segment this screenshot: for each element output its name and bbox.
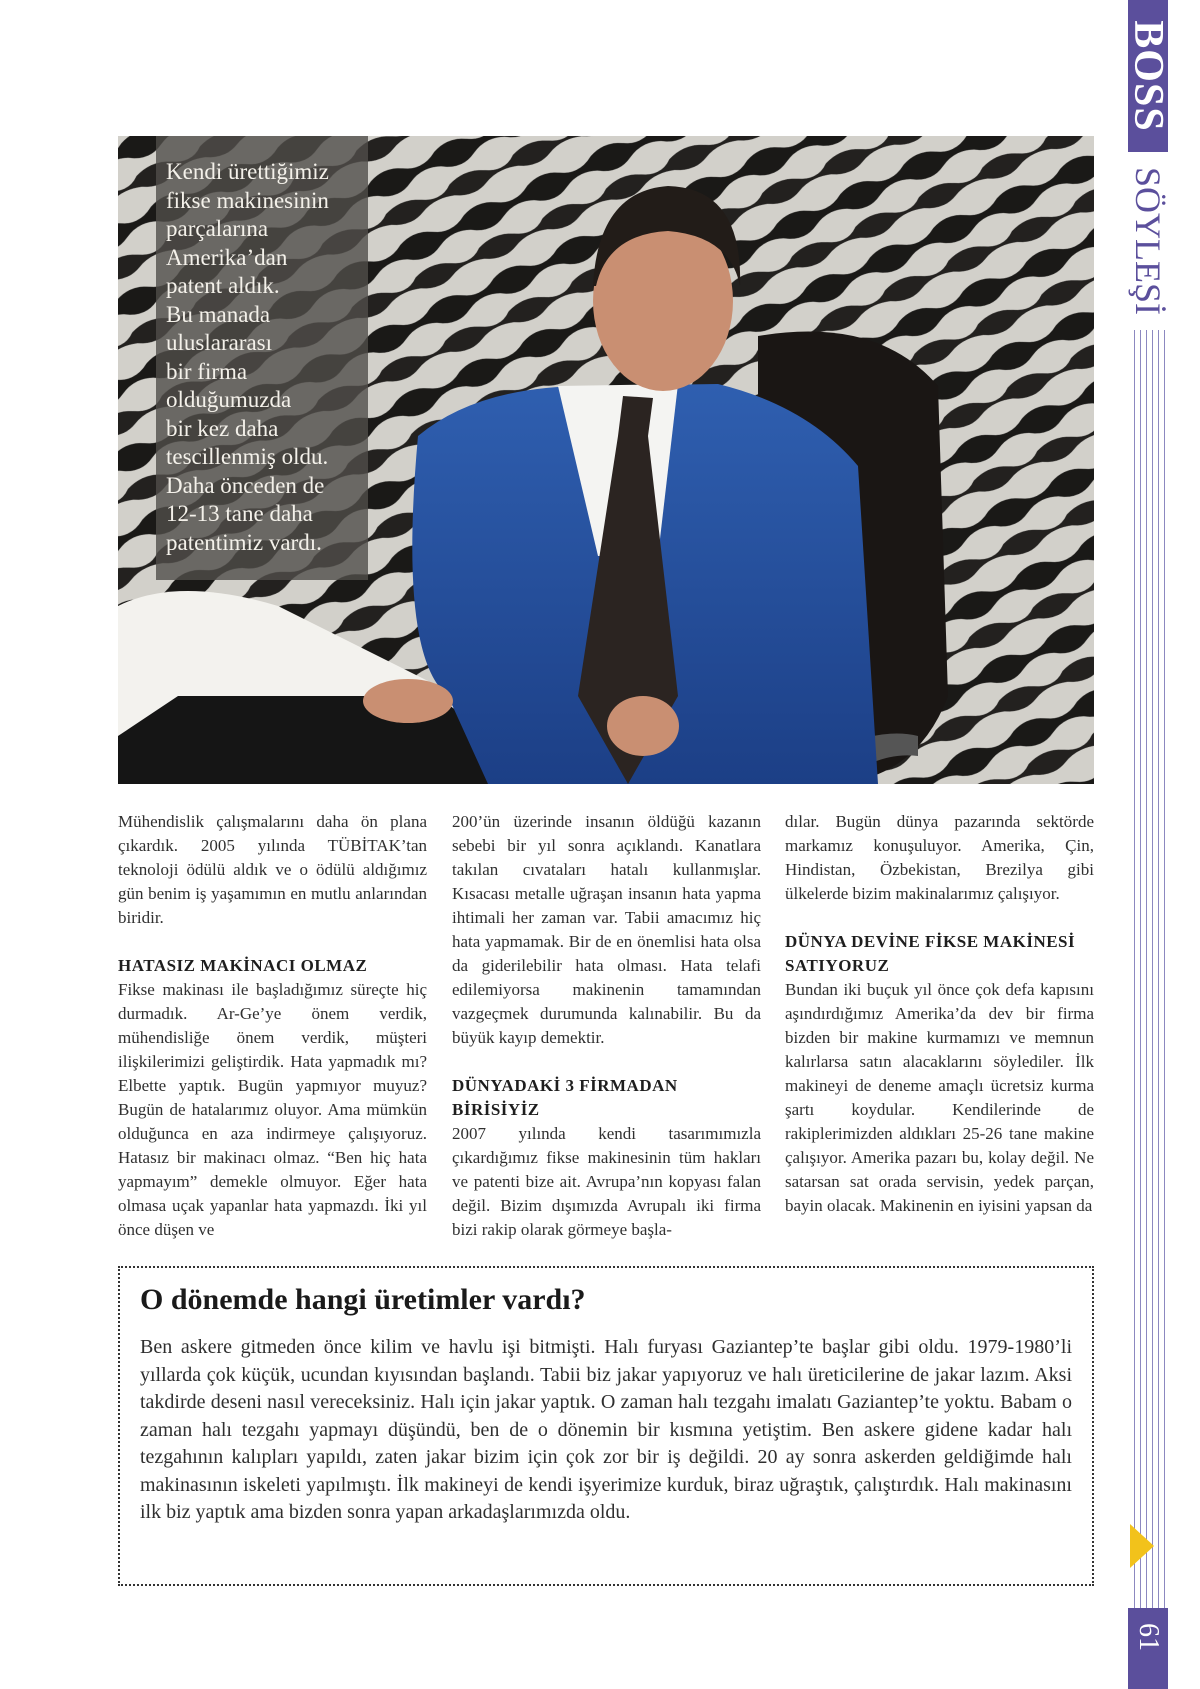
brand-name: BOSS bbox=[1125, 20, 1171, 132]
subheading: DÜNYA DEVİNE FİKSE MAKİNESİ SATIYORUZ bbox=[785, 932, 1076, 975]
subheading: DÜNYADAKİ 3 FİRMADAN BİRİSİYİZ bbox=[452, 1076, 678, 1119]
article-column-2 bbox=[452, 810, 761, 1242]
pull-quote-overlay bbox=[156, 136, 368, 580]
paragraph: Bundan iki buçuk yıl önce çok defa kapısını aşındırdığımız Amerika’da dev bir firma bizden bir makine kurmamızı ve memnun kalırlarsa satın alacaklarını söylediler. İlk makineyi de deneme amaçlı ücretsiz kurma şartı koydular. Kendilerinde de rakiplerimizden aldıkları 25-26 tane makine çalışıyor. Amerika pazarı bu, kolay değil. Ne satarsan sat orada servisin, yedek parçan, bayin olacak. Makinenin en iyisini yapsan da bbox=[785, 980, 1094, 1215]
article-column-1 bbox=[118, 810, 427, 1242]
box-question: O dönemde hangi üretimler vardı? bbox=[140, 1283, 586, 1316]
paragraph: Mühendislik çalışmalarını daha ön plana çıkardık. 2005 yılında TÜBİTAK’tan teknoloji ödülü aldık ve o ödülü aldığımız gün benim iş yaşamımın en mutlu anlarından biridir. bbox=[118, 812, 427, 927]
question-box bbox=[118, 1266, 1094, 1586]
page-number: 61 bbox=[1133, 1623, 1164, 1652]
pull-quote-text: Kendi ürettiğimiz fikse makinesinin parçalarına Amerika’dan patent aldık. Bu manada uluslararası bir firma olduğumuzda bir kez daha tescillenmiş oldu. Daha önceden de 12-13 tane daha patentimiz vardı. bbox=[166, 159, 329, 555]
article-column-3 bbox=[785, 810, 1094, 1218]
yellow-triangle-marker bbox=[1130, 1524, 1154, 1568]
paragraph: 200’ün üzerinde insanın öldüğü kazanın sebebi bir yıl sonra açıklandı. Kanatlara takılan cıvataları hatalı kullanmışlar. Kısacası metalle uğraşan insanın hata yapma ihtimali her zaman var. Tabii amacımız hiç hata yapmamak. Bir de en önemlisi hata olsa da giderilebilir hata olması. Hata telafi edilemiyorsa makinenin tamamından vazgeçmek durumunda kalınabilir. Bu da büyük kayıp demektir. bbox=[452, 812, 761, 1047]
paragraph: dılar. Bugün dünya pazarında sektörde markamız konuşuluyor. Amerika, Çin, Hindistan, Özbekistan, Brezilya gibi ülkelerde bizim makinalarımız çalışıyor. bbox=[785, 812, 1094, 903]
magazine-brand bbox=[1125, 0, 1171, 152]
section-label bbox=[1128, 156, 1168, 326]
interview-photo bbox=[118, 136, 1094, 784]
paragraph: 2007 yılında kendi tasarımımızla çıkardığımız fikse makinesinin tüm hakları ve patenti bize ait. Avrupa’nın kopyası falan değil. Bizim dışımızda Avrupalı iki firma bizi rakip olarak görmeye başla- bbox=[452, 1124, 761, 1239]
box-answer: Ben askere gitmeden önce kilim ve havlu işi bitmişti. Halı furyası Gaziantep’te başlar gibi oldu. 1979-1980’li yıllarda çok küçük, ucundan kıyısından başlandı. Tabii biz jakar yapıyoruz ve halı üreticilerine de jakar lazım. Aksi takdirde deseni nasıl vereceksiniz. Halı için jakar yaptık. O zaman halı tezgahı imalatı Gaziantep’te yoktu. Babam o zaman halı tezgahı yapmayı düşündü, ben de o dönemin bir kısmına yetiştim. Ben askere gidene kadar halı tezgahının kalıpları yapıldı, zaten jakar bizim için çok zor bir iş değildi. 20 ay sonra askerden geldiğimde halı makinasının iskeleti yapılmıştı. İlk makineyi de kendi işyerimize kurduk, biraz uğraştık, çalıştırdık. Halı makinasını ilk biz yaptık ama bizden sonra yapan arkadaşlarımızda oldu. bbox=[140, 1336, 1072, 1523]
rail-rules bbox=[1128, 330, 1168, 1610]
page-number-tab bbox=[1128, 1608, 1168, 1689]
subheading: HATASIZ MAKİNACI OLMAZ bbox=[118, 956, 368, 975]
paragraph: Fikse makinası ile başladığımız süreçte hiç durmadık. Ar-Ge’ye önem verdik, mühendisliğe önem verdik, müşteri ilişkilerimizi geliştirdik. Hata yapmadık mı? Elbette yaptık. Bugün yapmıyor muyuz? Bugün de hatalarımız oluyor. Ama mümkün olduğunca en aza indirmeye çalışıyoruz. Hatasız bir makinacı olmaz. “Ben hiç hata yapmayım” demekle olmuyor. Eğer hata olmasa uçak yapanlar hata yapmazdı. İki yıl önce düşen ve bbox=[118, 980, 427, 1239]
section-name: SÖYLEŞİ bbox=[1128, 166, 1168, 316]
